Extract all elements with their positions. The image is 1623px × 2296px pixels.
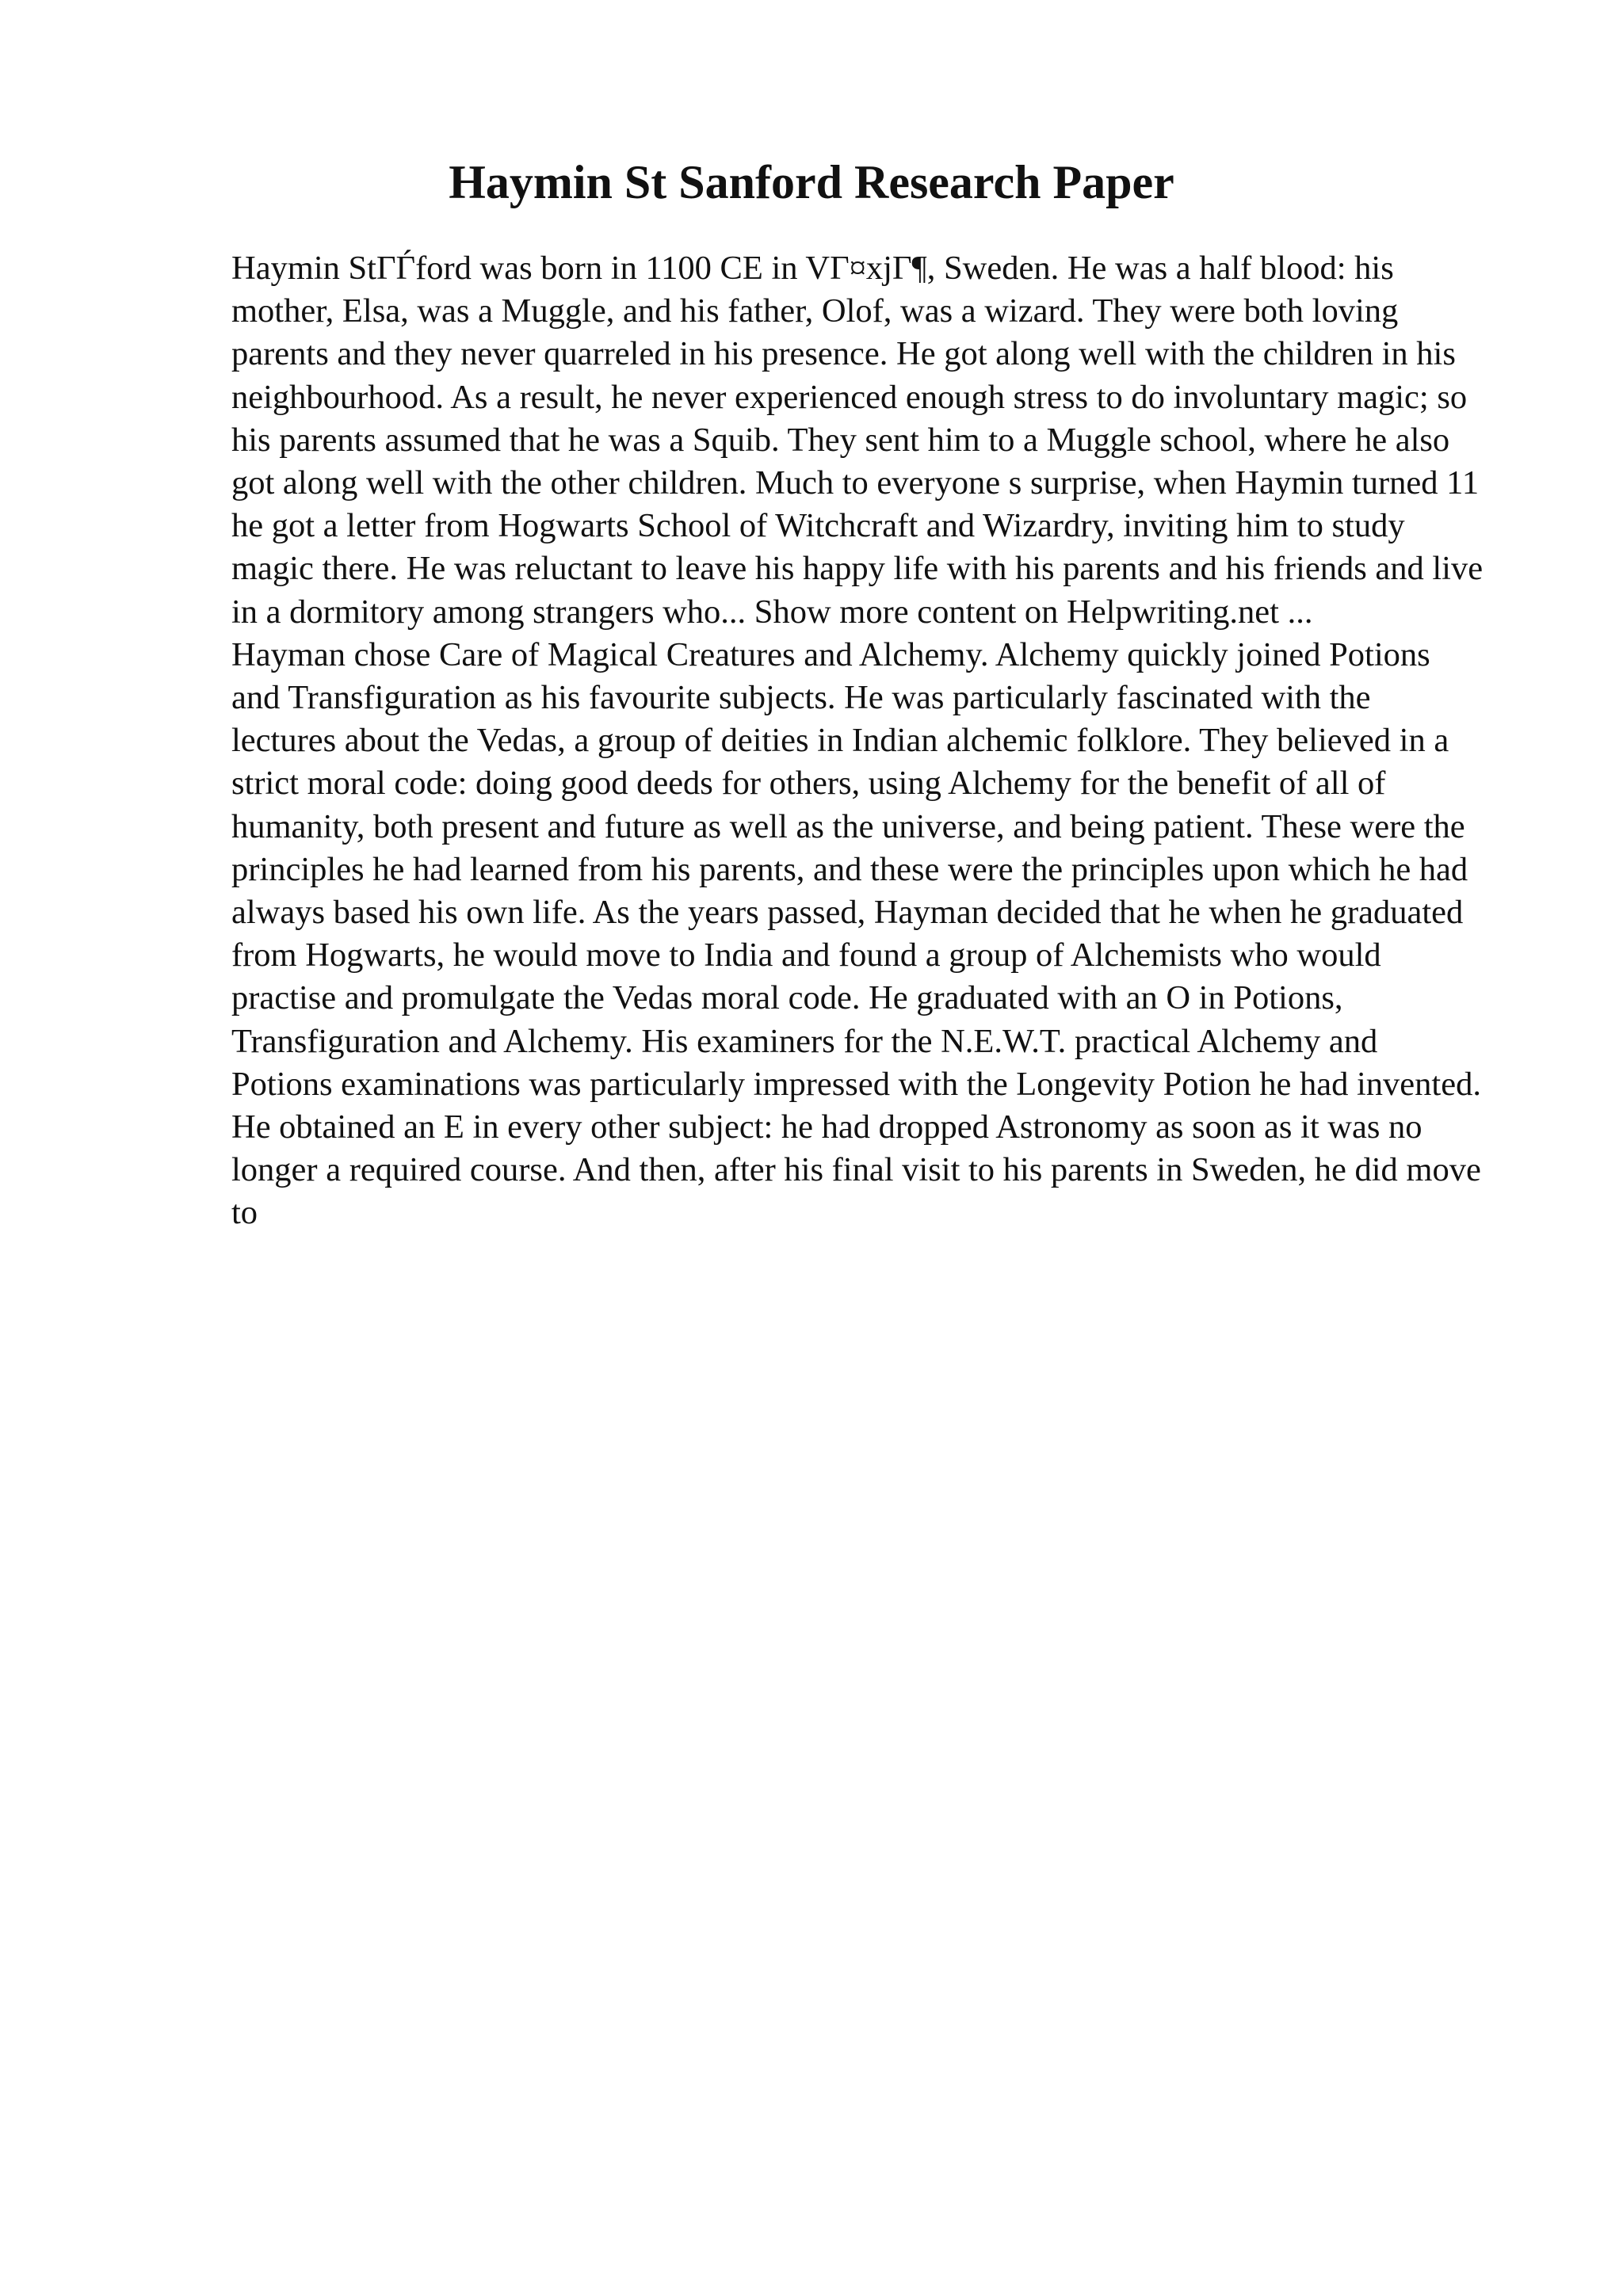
paragraph-2: Hayman chose Care of Magical Creatures and Alchemy. Alchemy quickly joined Potions and Transfiguration as his favourite subjects. He was particularly fascinated with the lectures about the Vedas, a group of deities in Indian alchemic folklore. They believed in a strict moral code: doing good deeds for others, using Alchemy for the benefit of all of humanity, both present and future as well as the universe, and being patient. These were the principles he had learned from his parents, and these were the principles upon which he had always based his own life. As the years passed, Hayman decided that he when he graduated from Hogwarts, he would move to India and found a group of Alchemists who would practise and promulgate the Vedas moral code. He graduated with an O in Potions, Transfiguration and Alchemy. His examiners for the N.E.W.T. practical Alchemy and Potions examinations was particularly impressed with the Longevity Potion he had invented. He obtained an E in every other subject: he had dropped Astronomy as soon as it was no longer a required course. And then, after his final visit to his parents in Sweden, he did move to xyxy=(231,635,1481,1232)
document-body xyxy=(231,247,1484,1235)
paragraph-1: Haymin StΓЃford was born in 1100 CE in VΓ¤xjΓ¶, Sweden. He was a half blood: his mother, Elsa, was a Muggle, and his father, Olof, was a wizard. They were both loving parents and they never quarreled in his presence. He got along well with the children in his neighbourhood. As a result, he never experienced enough stress to do involuntary magic; so his parents assumed that he was a Squib. They sent him to a Muggle school, where he also got along well with the other children. Much to everyone s surprise, when Haymin turned 11 he got a letter from Hogwarts School of Witchcraft and Wizardry, inviting him to study magic there. He was reluctant to leave his happy life with his parents and his friends and live in a dormitory among strangers who... Show more content on Helpwriting.net ... xyxy=(231,250,1484,631)
document-title: Haymin St Sanford Research Paper xyxy=(449,156,1174,208)
